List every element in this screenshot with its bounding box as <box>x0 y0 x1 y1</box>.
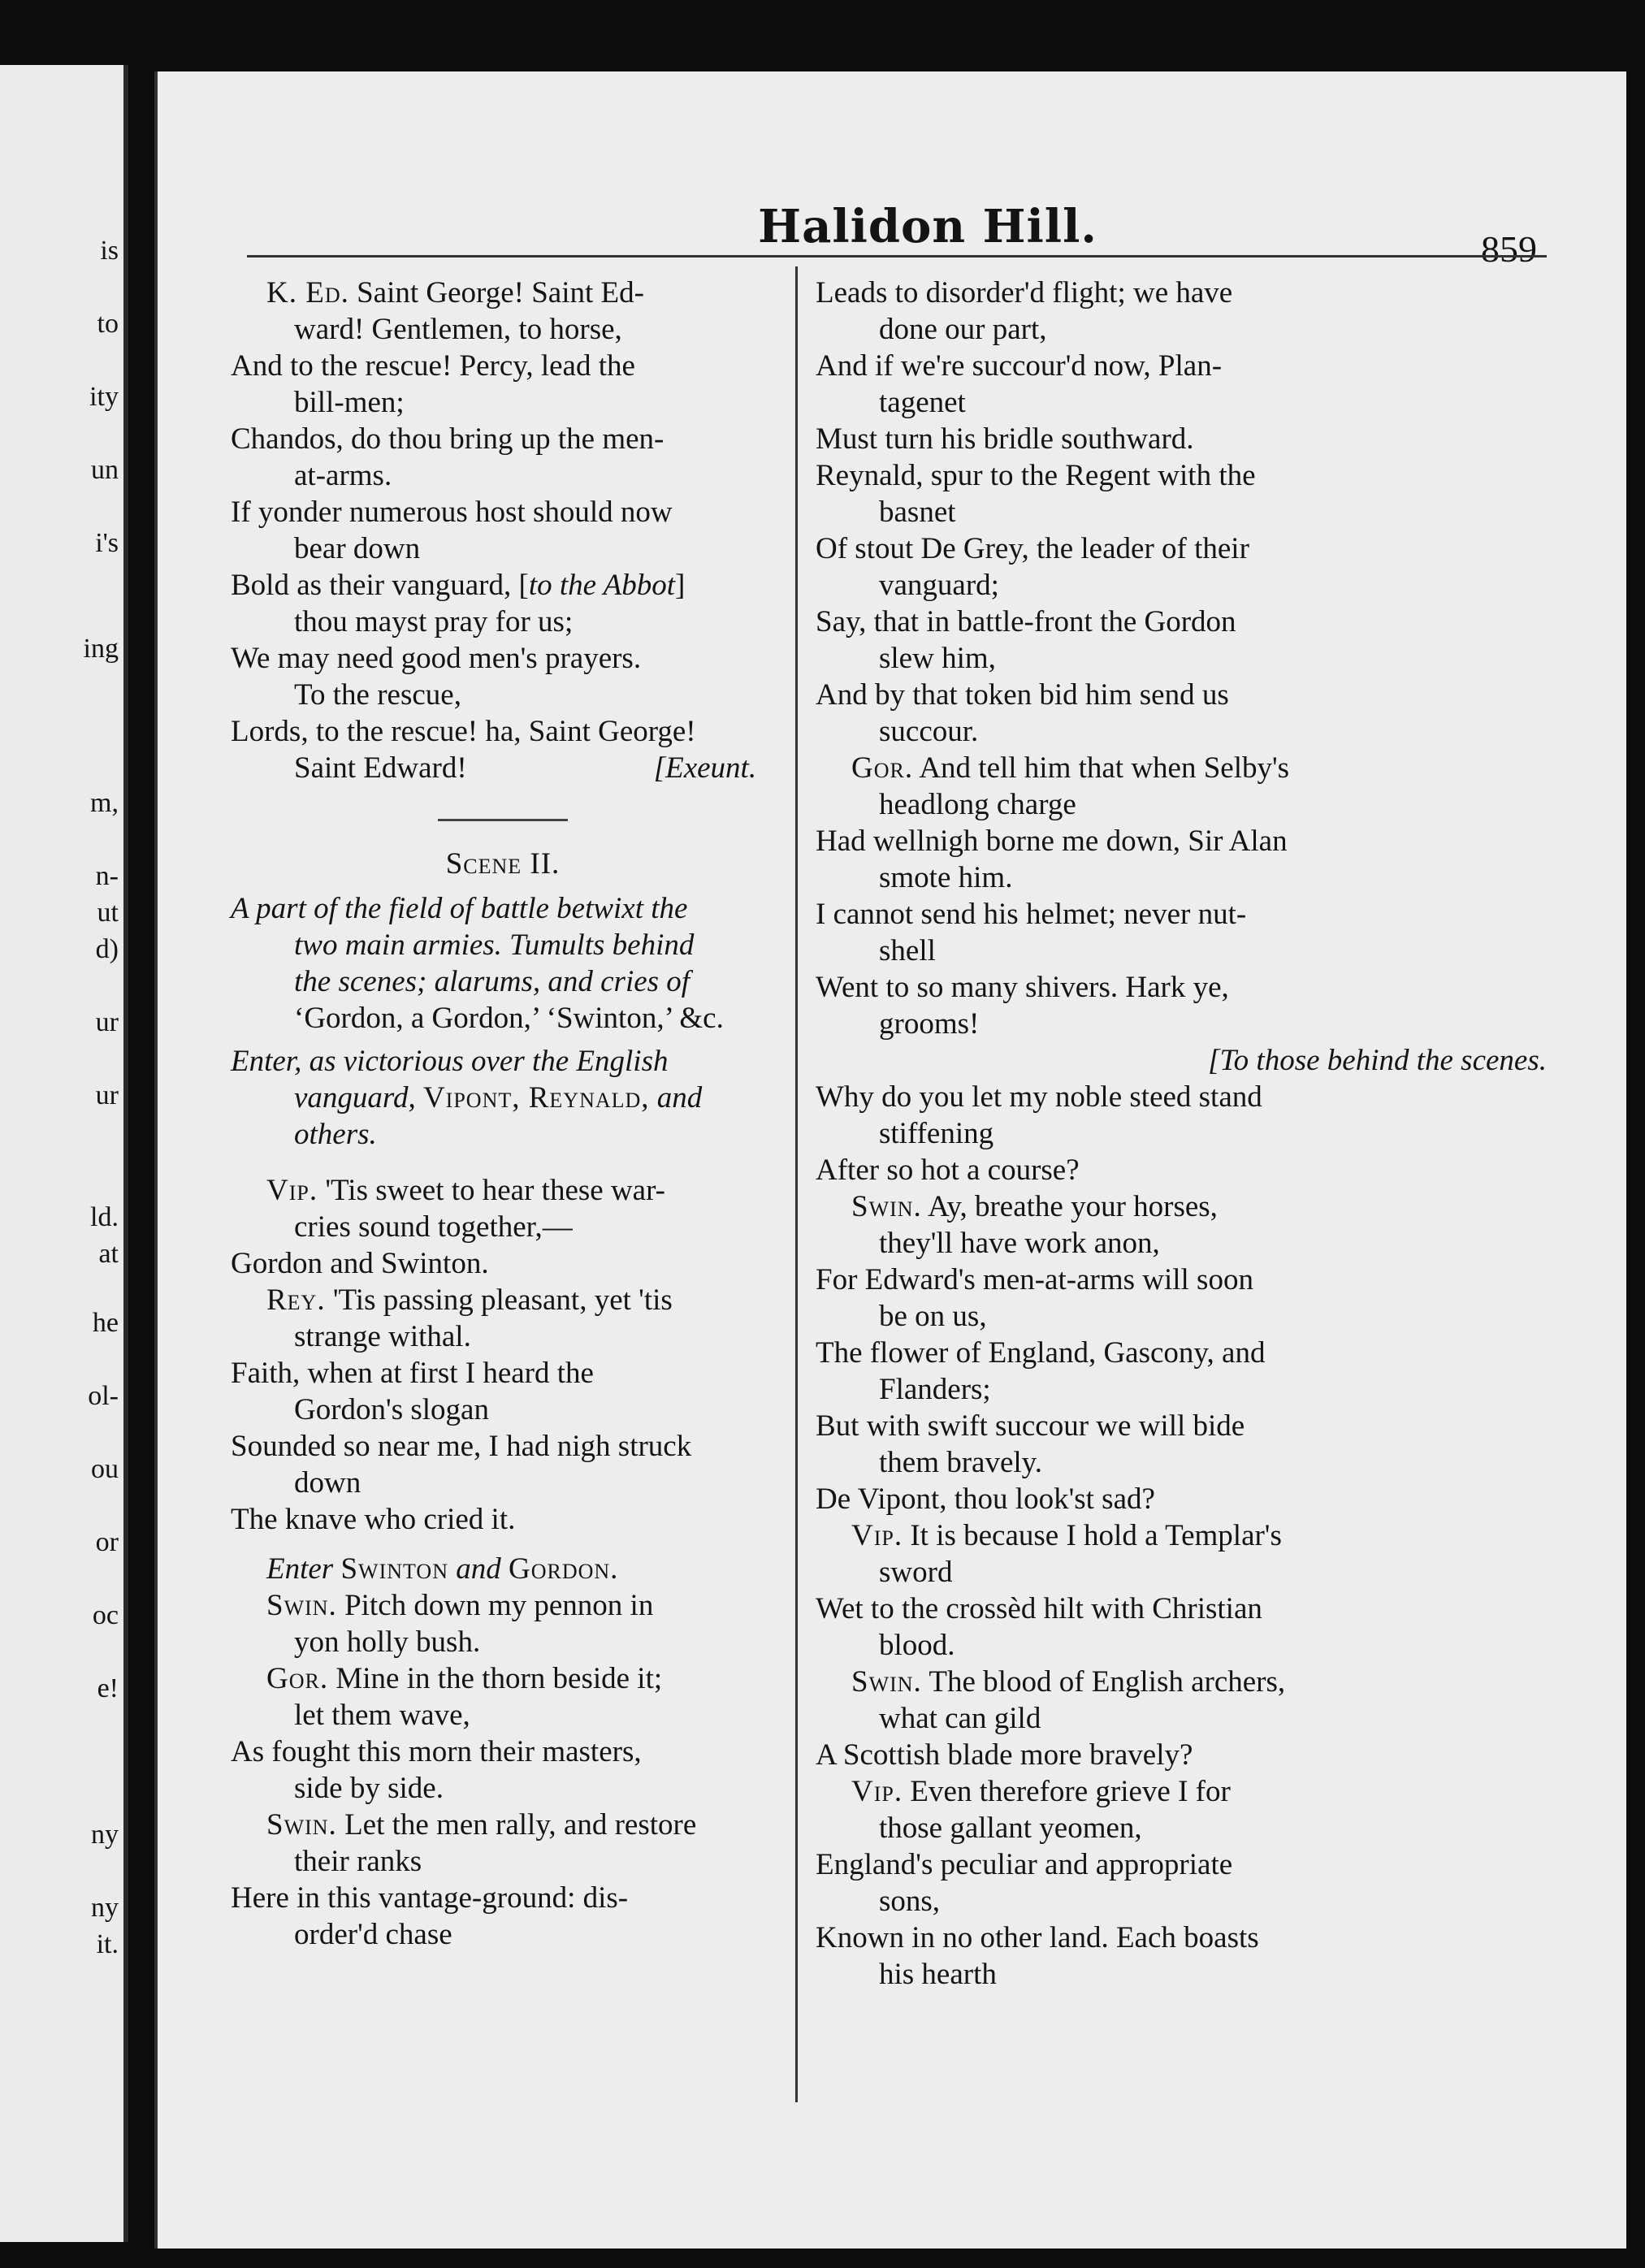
margin-fragment: at <box>98 1239 119 1269</box>
column-divider <box>795 266 798 2102</box>
margin-fragment: is <box>100 236 119 266</box>
verse-line: We may need good men's prayers. <box>231 642 642 675</box>
verse-line: blood. <box>879 1629 955 1662</box>
verse-line: at-arms. <box>294 459 392 492</box>
verse-line: they'll have work anon, <box>879 1227 1160 1260</box>
verse-line: And by that token bid him send us <box>816 678 1229 712</box>
margin-fragment: n- <box>95 861 119 891</box>
verse-line: be on us, <box>879 1300 987 1333</box>
margin-fragment: ol- <box>88 1381 119 1411</box>
verse-line: his hearth <box>879 1958 997 1991</box>
verse-line: sword <box>879 1556 953 1589</box>
speech-line: Swin. The blood of English archers, <box>851 1665 1286 1699</box>
speaker-name: Vip. <box>851 1519 903 1552</box>
speaker-name: Rey. <box>266 1283 326 1317</box>
verse-line: side by side. <box>294 1772 444 1805</box>
stage-direction: [To those behind the scenes. <box>1208 1044 1547 1077</box>
verse-line: As fought this morn their masters, <box>231 1735 642 1768</box>
speech-line: Vip. It is because I hold a Templar's <box>851 1519 1282 1552</box>
verse-line: Known in no other land. Each boasts <box>816 1921 1259 1954</box>
verse-line: Went to so many shivers. Hark ye, <box>816 971 1229 1004</box>
verse-line: those gallant yeomen, <box>879 1811 1142 1845</box>
verse-line: strange withal. <box>294 1320 471 1353</box>
verse-line: I cannot send his helmet; never nut- <box>816 898 1247 931</box>
running-head: Halidon Hill. <box>758 200 1097 253</box>
speech-line: Vip. Even therefore grieve I for <box>851 1775 1231 1808</box>
speaker-name: Vip. <box>266 1174 318 1207</box>
right-column <box>816 275 1547 1993</box>
verse-line: Here in this vantage-ground: dis- <box>231 1881 629 1915</box>
verse-line: Saint Edward! [Exeunt. <box>294 751 757 785</box>
verse-line: For Edward's men-at-arms will soon <box>816 1263 1253 1296</box>
verse-line: shell <box>879 934 936 967</box>
speaker-name: Gor. <box>851 751 914 785</box>
stage-direction: [Exeunt. <box>653 751 757 785</box>
verse-line: basnet <box>879 496 956 529</box>
verse-line: Reynald, spur to the Regent with the <box>816 459 1256 492</box>
verse-line: And if we're succour'd now, Plan- <box>816 349 1223 383</box>
margin-fragment: ld. <box>90 1202 119 1232</box>
verse-line: order'd chase <box>294 1918 452 1951</box>
margin-fragment: ny <box>91 1893 119 1923</box>
verse-line: stiffening <box>879 1117 994 1150</box>
verse-line: De Vipont, thou look'st sad? <box>816 1482 1155 1516</box>
entrance-direction: Enter, as victorious over the English vanguard, Vipont, Reynald, and others. <box>231 1045 703 1151</box>
margin-fragment: ur <box>95 1080 119 1110</box>
speech-line: Vip. 'Tis sweet to hear these war- <box>266 1174 665 1207</box>
margin-fragment: ou <box>91 1454 119 1484</box>
speaker-name: K. Ed. <box>266 276 349 309</box>
verse-line: their ranks <box>294 1845 422 1878</box>
verse-line: Had wellnigh borne me down, Sir Alan <box>816 825 1288 858</box>
margin-fragment: ut <box>97 898 119 928</box>
verse-line: cries sound together,— <box>294 1210 573 1244</box>
margin-fragment: he <box>92 1308 119 1338</box>
margin-fragment: ur <box>95 1007 119 1037</box>
verse-line: Lords, to the rescue! ha, Saint George! <box>231 715 696 748</box>
verse-line: Flanders; <box>879 1373 991 1406</box>
verse-line: Gordon and Swinton. <box>231 1247 489 1280</box>
margin-fragment: ity <box>89 382 119 412</box>
margin-fragment: m, <box>90 788 119 818</box>
verse-line: bear down <box>294 532 421 565</box>
speaker-name: Gor. <box>266 1662 329 1695</box>
speech-line: K. Ed. Saint George! Saint Ed- <box>266 276 644 309</box>
verse-line: tagenet <box>879 386 966 419</box>
entrance-direction: Enter Swinton and Gordon. <box>266 1552 619 1586</box>
margin-fragment: to <box>97 309 119 339</box>
verse-line: what can gild <box>879 1702 1041 1735</box>
header-rule <box>247 255 1547 258</box>
verse-line: done our part, <box>879 313 1047 346</box>
speech-line: Gor. Mine in the thorn beside it; <box>266 1662 663 1695</box>
speaker-name: Swin. <box>851 1190 922 1223</box>
verse-line: A Scottish blade more bravely? <box>816 1738 1193 1772</box>
margin-fragment: or <box>95 1527 119 1557</box>
verse-line: But with swift succour we will bide <box>816 1409 1245 1443</box>
speaker-name: Swin. <box>851 1665 922 1699</box>
verse-line: Sounded so near me, I had nigh struck <box>231 1430 692 1463</box>
verse-line: slew him, <box>879 642 996 675</box>
stage-direction: to the Abbot <box>528 569 676 602</box>
speech-line: Swin. Pitch down my pennon in <box>266 1589 654 1622</box>
speaker-name: Swin. <box>266 1589 337 1622</box>
verse-line: Must turn his bridle southward. <box>816 422 1194 456</box>
scene-direction: A part of the field of battle betwixt the two main armies. Tumults behind the scenes; alarums, and cries of ‘Gordon, a Gordon,’ ‘Swinton,’ &c. <box>231 892 724 1035</box>
speech-line: Rey. 'Tis passing pleasant, yet 'tis <box>266 1283 673 1317</box>
verse-line: If yonder numerous host should now <box>231 496 673 529</box>
verse-line: To the rescue, <box>294 678 461 712</box>
verse-line: thou mayst pray for us; <box>294 605 574 638</box>
margin-fragment: ny <box>91 1820 119 1850</box>
speech-line: Gor. And tell him that when Selby's <box>851 751 1290 785</box>
verse-line: sons, <box>879 1885 941 1918</box>
scene-separator <box>438 819 568 821</box>
margin-fragment: i's <box>95 528 119 558</box>
verse-line: Gordon's slogan <box>294 1393 489 1426</box>
verse-line: them bravely. <box>879 1446 1043 1479</box>
verse-line: succour. <box>879 715 979 748</box>
verse-line: let them wave, <box>294 1699 470 1732</box>
verse-line: Wet to the crossèd hilt with Christian <box>816 1592 1262 1625</box>
verse-line: The flower of England, Gascony, and <box>816 1336 1266 1370</box>
speech-line: Swin. Ay, breathe your horses, <box>851 1190 1218 1223</box>
verse-line: Bold as their vanguard, [to the Abbot] <box>231 569 686 602</box>
verse-line: The knave who cried it. <box>231 1503 516 1536</box>
scene-heading: Scene II. <box>445 847 561 881</box>
margin-fragment: ing <box>83 634 119 664</box>
verse-line: down <box>294 1466 361 1500</box>
speaker-name: Vip. <box>851 1775 903 1808</box>
verse-line: bill-men; <box>294 386 405 419</box>
margin-fragment: it. <box>96 1929 119 1959</box>
speech-line: Swin. Let the men rally, and restore <box>266 1808 697 1842</box>
margin-fragment: e! <box>97 1673 119 1703</box>
verse-line: smote him. <box>879 861 1013 894</box>
verse-line: Faith, when at first I heard the <box>231 1357 594 1390</box>
verse-line: England's peculiar and appropriate <box>816 1848 1233 1881</box>
verse-line: vanguard; <box>879 569 999 602</box>
speaker-name: Swin. <box>266 1808 337 1842</box>
margin-fragment: un <box>91 455 119 485</box>
left-page-edge <box>0 65 128 2242</box>
verse-line: yon holly bush. <box>294 1625 481 1659</box>
verse-line: ward! Gentlemen, to horse, <box>294 313 622 346</box>
verse-line: Leads to disorder'd flight; we have <box>816 276 1233 309</box>
verse-line: Chandos, do thou bring up the men- <box>231 422 664 456</box>
verse-line: grooms! <box>879 1007 980 1041</box>
verse-line: Say, that in battle-front the Gordon <box>816 605 1236 638</box>
margin-fragment: d) <box>95 934 119 964</box>
verse-line: Why do you let my noble steed stand <box>816 1080 1262 1114</box>
verse-line: After so hot a course? <box>816 1153 1080 1187</box>
left-column <box>231 275 775 1953</box>
verse-line: And to the rescue! Percy, lead the <box>231 349 635 383</box>
margin-fragment: oc <box>92 1600 119 1630</box>
book-page <box>154 71 1626 2249</box>
verse-line: Of stout De Grey, the leader of their <box>816 532 1249 565</box>
page-number: 859 <box>1481 228 1537 270</box>
verse-line: headlong charge <box>879 788 1076 821</box>
